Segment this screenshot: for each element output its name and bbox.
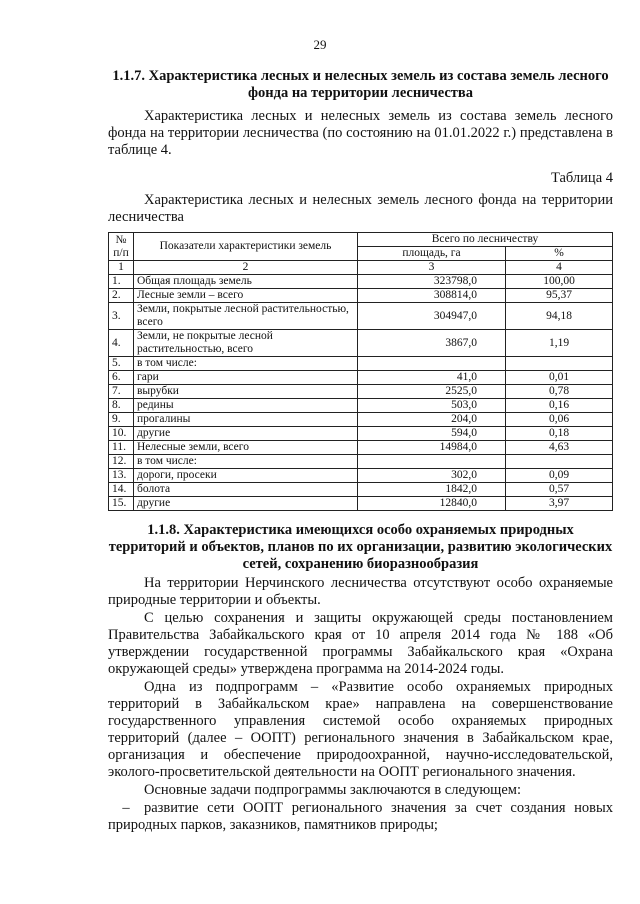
row-area bbox=[358, 455, 506, 469]
header-indicator: Показатели характеристики земель bbox=[134, 233, 358, 261]
table-row bbox=[109, 441, 613, 455]
table-row bbox=[109, 399, 613, 413]
row-name: Лесные земли – всего bbox=[134, 289, 358, 303]
row-pct: 0,57 bbox=[506, 483, 613, 497]
row-name: Земли, покрытые лесной растительностью, всего bbox=[134, 303, 358, 330]
row-num: 11. bbox=[109, 441, 134, 455]
table-row bbox=[109, 289, 613, 303]
row-area: 41,0 bbox=[358, 371, 506, 385]
row-name: Земли, не покрытые лесной растительностью, всего bbox=[134, 330, 358, 357]
table-row bbox=[109, 483, 613, 497]
row-area: 3867,0 bbox=[358, 330, 506, 357]
page-number: 29 bbox=[313, 37, 327, 52]
row-name: в том числе: bbox=[134, 357, 358, 371]
index-cell: 4 bbox=[506, 261, 613, 275]
index-cell: 2 bbox=[134, 261, 358, 275]
paragraph: Основные задачи подпрограммы заключаются в следующем: bbox=[144, 782, 521, 798]
table-header-row bbox=[109, 233, 613, 247]
row-name: дороги, просеки bbox=[134, 469, 358, 483]
row-pct: 0,18 bbox=[506, 427, 613, 441]
row-area: 503,0 bbox=[358, 399, 506, 413]
table-row bbox=[109, 497, 613, 511]
table-row bbox=[109, 385, 613, 399]
row-num: 4. bbox=[109, 330, 134, 357]
table-label: Таблица 4 bbox=[550, 170, 613, 186]
list-item-text: развитие сети ООПТ регионального значения за счет создания новых природных парков, заказников, памятников природы; bbox=[108, 800, 613, 833]
row-pct bbox=[506, 455, 613, 469]
row-pct: 100,00 bbox=[506, 275, 613, 289]
table-row bbox=[109, 303, 613, 330]
row-pct: 1,19 bbox=[506, 330, 613, 357]
row-area: 204,0 bbox=[358, 413, 506, 427]
row-num: 2. bbox=[109, 289, 134, 303]
paragraph: С целью сохранения и защиты окружающей среды постановлением Правительства Забайкальского края от 10 апреля 2014 года № 188 «Об утверждении государственной программы Забайкальского края «Охрана окружающей среды» утверждена программа на 2014-2024 годы. bbox=[108, 610, 613, 677]
table-row bbox=[109, 455, 613, 469]
row-name: в том числе: bbox=[134, 455, 358, 469]
header-area: площадь, га bbox=[358, 247, 506, 261]
row-name: гари bbox=[134, 371, 358, 385]
row-num: 1. bbox=[109, 275, 134, 289]
row-area bbox=[358, 357, 506, 371]
row-name: редины bbox=[134, 399, 358, 413]
section-heading-1-1-8: 1.1.8. Характеристика имеющихся особо охраняемых природных территорий и объектов, планов по их организации, развитию экологических сетей, сохранению биоразнообразия bbox=[108, 522, 613, 572]
table-row bbox=[109, 371, 613, 385]
row-name: Общая площадь земель bbox=[134, 275, 358, 289]
paragraph: На территории Нерчинского лесничества отсутствуют особо охраняемые природные территории и объекты. bbox=[108, 575, 613, 608]
row-pct: 0,09 bbox=[506, 469, 613, 483]
row-name: Нелесные земли, всего bbox=[134, 441, 358, 455]
row-area: 304947,0 bbox=[358, 303, 506, 330]
row-pct: 0,06 bbox=[506, 413, 613, 427]
row-pct bbox=[506, 357, 613, 371]
table-row bbox=[109, 427, 613, 441]
row-pct: 0,01 bbox=[506, 371, 613, 385]
column-index-row bbox=[109, 261, 613, 275]
row-pct: 3,97 bbox=[506, 497, 613, 511]
row-area: 12840,0 bbox=[358, 497, 506, 511]
row-name: вырубки bbox=[134, 385, 358, 399]
row-num: 14. bbox=[109, 483, 134, 497]
row-pct: 94,18 bbox=[506, 303, 613, 330]
table-row bbox=[109, 413, 613, 427]
row-num: 9. bbox=[109, 413, 134, 427]
header-total: Всего по лесничеству bbox=[358, 233, 613, 247]
row-num: 13. bbox=[109, 469, 134, 483]
row-area: 1842,0 bbox=[358, 483, 506, 497]
section-heading-1-1-7: 1.1.7. Характеристика лесных и нелесных земель из состава земель лесного фонда на территории лесничества bbox=[112, 68, 609, 101]
section-2-body bbox=[108, 575, 613, 834]
row-name: болота bbox=[134, 483, 358, 497]
land-characteristics-table bbox=[108, 232, 613, 511]
intro-paragraph: Характеристика лесных и нелесных земель из состава земель лесного фонда на территории лесничества (по состоянию на 01.01.2022 г.) представлена в таблице 4. bbox=[108, 108, 613, 158]
row-num: 6. bbox=[109, 371, 134, 385]
table-row bbox=[109, 275, 613, 289]
row-num: 5. bbox=[109, 357, 134, 371]
table-row bbox=[109, 357, 613, 371]
row-num: 15. bbox=[109, 497, 134, 511]
row-pct: 0,78 bbox=[506, 385, 613, 399]
row-num: 3. bbox=[109, 303, 134, 330]
index-cell: 3 bbox=[358, 261, 506, 275]
row-area: 308814,0 bbox=[358, 289, 506, 303]
table-row bbox=[109, 330, 613, 357]
header-num: № п/п bbox=[109, 233, 134, 261]
row-area: 302,0 bbox=[358, 469, 506, 483]
row-area: 323798,0 bbox=[358, 275, 506, 289]
row-pct: 4,63 bbox=[506, 441, 613, 455]
row-area: 594,0 bbox=[358, 427, 506, 441]
row-num: 8. bbox=[109, 399, 134, 413]
row-name: другие bbox=[134, 497, 358, 511]
row-name: другие bbox=[134, 427, 358, 441]
row-num: 7. bbox=[109, 385, 134, 399]
index-cell: 1 bbox=[109, 261, 134, 275]
row-num: 12. bbox=[109, 455, 134, 469]
row-area: 14984,0 bbox=[358, 441, 506, 455]
row-pct: 95,37 bbox=[506, 289, 613, 303]
list-item bbox=[108, 800, 613, 834]
header-pct: % bbox=[506, 247, 613, 261]
row-num: 10. bbox=[109, 427, 134, 441]
table-row bbox=[109, 469, 613, 483]
paragraph: Одна из подпрограмм – «Развитие особо охраняемых природных территорий в Забайкальском крае» направлена на совершенствование государственного управления системой особо охраняемых природных территорий (далее – ООПТ) регионального значения в Забайкальском крае, организация и обеспечение природоохранной, научно-исследовательской, эколого-просветительской деятельности на ООПТ регионального значения. bbox=[108, 679, 613, 780]
table-caption: Характеристика лесных и нелесных земель лесного фонда на территории лесничества bbox=[108, 192, 613, 225]
row-area: 2525,0 bbox=[358, 385, 506, 399]
row-pct: 0,16 bbox=[506, 399, 613, 413]
list-dash: – bbox=[122, 800, 130, 816]
row-name: прогалины bbox=[134, 413, 358, 427]
